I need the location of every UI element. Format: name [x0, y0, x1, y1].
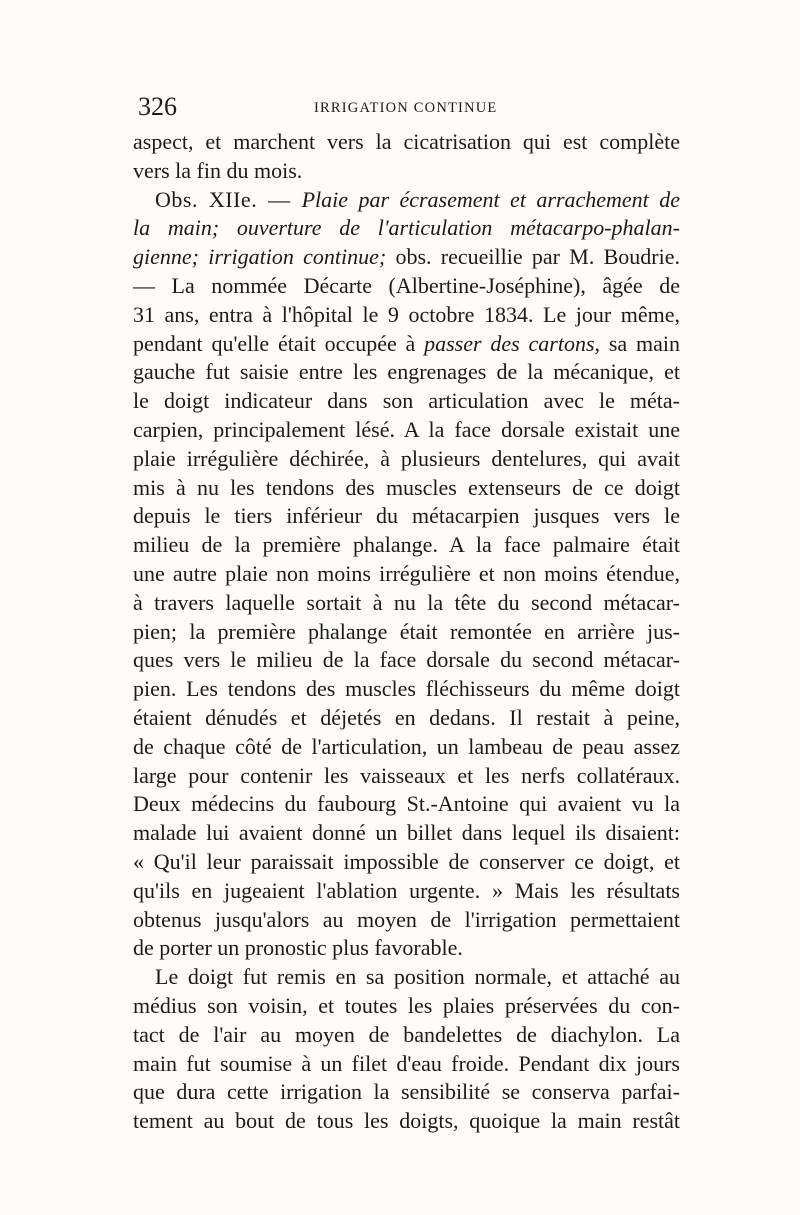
text-line: une autre plaie non moins irrégulière et non moins étendue, — [133, 560, 680, 586]
text-line: la main; ouverture de l'articulation métacarpo-phalan- — [133, 215, 680, 241]
text-line: de porter un pronostic plus favorable. — [133, 935, 463, 961]
body-text — [133, 128, 680, 1136]
page-number: 326 — [138, 92, 177, 121]
text-line: « Qu'il leur paraissait impossible de conserver ce doigt, et — [133, 848, 680, 874]
text-line: milieu de la première phalange. A la face palmaire était — [133, 532, 680, 558]
text-line: tement au bout de tous les doigts, quoique la main restât — [133, 1108, 680, 1134]
text-line: tact de l'air au moyen de bandelettes de diachylon. La — [133, 1021, 680, 1047]
text-line: étaient dénudés et déjetés en dedans. Il restait à peine, — [133, 704, 680, 730]
text-line: le doigt indicateur dans son articulation avec le méta- — [133, 388, 680, 414]
text-line — [133, 330, 680, 359]
text-line: gauche fut saisie entre les engrenages de la mécanique, et — [133, 359, 680, 385]
observation-label: Obs. XIIe. — — [155, 186, 302, 212]
text-line: 31 ans, entra à l'hôpital le 9 octobre 1834. Le jour même, — [133, 301, 680, 327]
running-head — [138, 92, 683, 122]
text-line: Le doigt fut remis en sa position normale, et attaché au — [155, 964, 680, 990]
text-line: pien; la première phalange était remontée en arrière jus- — [133, 618, 680, 644]
text-line: que dura cette irrigation la sensibilité se conserva parfai- — [133, 1079, 680, 1105]
text-segment: , sa main — [594, 330, 680, 356]
text-line: médius son voisin, et toutes les plaies préservées du con- — [133, 992, 680, 1018]
text-line: malade lui avaient donné un billet dans lequel ils disaient: — [133, 820, 680, 846]
text-line: qu'ils en jugeaient l'ablation urgente. » Mais les résultats — [133, 877, 680, 903]
text-line: plaie irrégulière déchirée, à plusieurs dentelures, qui avait — [133, 445, 680, 471]
text-line: ques vers le milieu de la face dorsale du second métacar- — [133, 647, 680, 673]
observation-title: Plaie par écrasement et arrachement de — [301, 186, 680, 212]
text-segment: pendant qu'elle était occupée à — [133, 330, 425, 356]
text-line: carpien, principalement lésé. A la face dorsale existait une — [133, 416, 680, 442]
emphasis-text: passer des cartons — [424, 330, 595, 356]
running-head-title: IRRIGATION CONTINUE — [314, 100, 498, 116]
text-line: pien. Les tendons des muscles fléchisseurs du même doigt — [133, 676, 680, 702]
text-line: aspect, et marchent vers la cicatrisation qui est complète — [133, 129, 680, 154]
text-line: de chaque côté de l'articulation, un lambeau de peau assez — [133, 733, 680, 759]
text-line: main fut soumise à un filet d'eau froide. Pendant dix jours — [133, 1050, 680, 1076]
text-line: mis à nu les tendons des muscles extenseurs de ce doigt — [133, 474, 680, 500]
text-line: obtenus jusqu'alors au moyen de l'irrigation permettaient — [133, 906, 680, 932]
text-line: à travers laquelle sortait à nu la tête du second métacar- — [133, 589, 680, 615]
text-line — [133, 243, 680, 272]
observation-source: obs. recueillie par M. Boudrie. — [395, 244, 680, 270]
text-line: large pour contenir les vaisseaux et les nerfs collatéraux. — [133, 762, 680, 788]
observation-heading-line — [133, 186, 680, 215]
text-line: depuis le tiers inférieur du métacarpien jusques vers le — [133, 503, 680, 529]
text-line: Deux médecins du faubourg St.-Antoine qui avaient vu la — [133, 791, 680, 817]
text-line: — La nommée Décarte (Albertine-Joséphine), âgée de — [133, 272, 680, 298]
text-line: vers la fin du mois. — [133, 157, 303, 183]
observation-title-end: gienne; irrigation continue; — [133, 244, 396, 270]
